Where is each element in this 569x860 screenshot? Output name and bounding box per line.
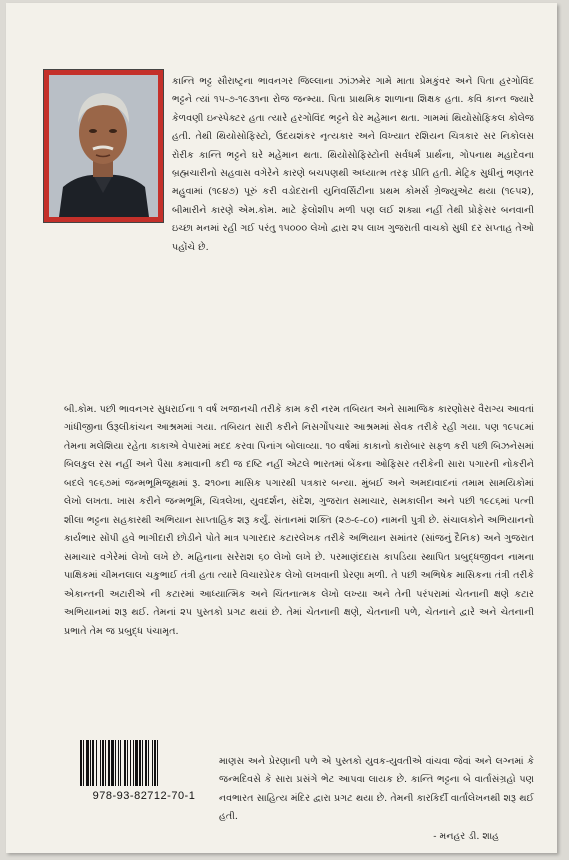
isbn-barcode: [80, 740, 208, 810]
biography-paragraph-3: માણસ અને પ્રેરણાની પળે એ પુસ્તકો યુવક-યુવતીએ વાંચવા જેવાં અને લગ્નમાં કે જન્મદિવસે કે સારા પ્રસંગે ભેટ આપવા લાયક છે. કાન્તિ ભટ્ટના બે વાર્તાસંગ્રહો પણ નવભારત સાહિત્ય મંદિર દ્વારા પ્રગટ થયા છે. તેમની કારકિર્દી વાર્તાલેખનથી શરૂ થઈ હતી.: [219, 755, 534, 823]
isbn-number: 978-93-82712-70-1: [92, 790, 196, 802]
barcode-bars: [80, 740, 208, 786]
author-signature: - મનહર ડી. શાહ: [433, 831, 499, 842]
biography-paragraph-2: બી.કોમ. પછી ભાવનગર સુધરાઈના ૧ વર્ષ ખજાનચી તરીકે કામ કરી નરમ તબિયત અને સામાજિક કારણોસર વૈરાગ્ય આવતાં ગાંધીજીના ઉરૂલીકાંચન આશ્રમમાં ગયા. તબિયત સારી કરીને નિસર્ગોપચાર આશ્રમમાં સેવક તરીકે રહી ગયા. પણ ૧૯૫૮માં તેમના મલેશિયા રહેતા કાકાએ વેપારમાં મદદ કરવા પિનાંગ બોલાવ્યા. ૧૦ વર્ષમાં કાકાનો કારોબાર સફળ કરી પછી બિઝનેસમાં બિલકુલ રસ નહીં અને પૈસા કમાવાની કદી જ દષ્ટિ નહીં એટલે ભારતમાં બેંકના ઓફિસર તરીકેની સારા પગારની નોકરીને બદલે ૧૯૬૭માં જન્મભૂમિજૂથમાં રૂ. ૨૧૦ના માસિક પગારથી પત્રકાર બન્યા. મુંબઈ અને અમદાવાદનાં તમામ સામયિકોમાં લેખો લખતા. ખાસ કરીને જન્મભૂમિ, ચિત્રલેખા, યુવદર્શન, સંદેશ, ગુજરાત સમાચાર, સમકાલીન અને પછી ૧૯૮૬માં પત્ની શીલા ભટ્ટના સહકારથી અભિયાન સાપ્તાહિક શરૂ કર્યું. સંતાનમાં શક્તિ (૨૭-૯-૮૦) નામની પુત્રી છે. સંચાલકોને અભિયાનનો કાર્યભાર સોંપી હવે ભાગીદારી છોડીને પોતે માત્ર પગારદાર કટારલેખક તરીકે અભિયાન સમાંતર (સાંજનું દૈનિક) અને ગુજરાત સમાચાર વગેરેમાં લેખો લખે છે. મહિનાના સરેરાશ ૬૦ લેખો લખે છે. પરમાણંદદાસ કાપડિયા સ્થાપિત પ્રબુદ્ધજીવન નામના પાક્ષિકમાં ચીમનલાલ ચકુભાઈ તંત્રી હતા ત્યારે વિચારપ્રેરક લેખો લખવાની પ્રેરણા મળી. તે પછી અભિષેક માસિકના તંત્રી તરીકે એકાન્તની અટારીએ ની કટારમાં આધ્યાત્મિક અને ચિંતનાત્મક લેખો લખ્યા અને તેની પરંપરામાં ચેતનાની ક્ષણે કટાર અભિયાનમાં શરૂ થઈ. તેમનાં ૨૫ પુસ્તકો પ્રગટ થયાં છે. તેમાં ચેતનાની ક્ષણે, ચેતનાની પળે, ચેતનાને દ્વારે અને ચેતનાની પ્રભાતે તેમ જ પ્રબુદ્ધ પંચામૃત.: [64, 403, 534, 637]
author-photo: [49, 75, 158, 217]
biography-bottom: [219, 743, 534, 836]
biography-top: [172, 73, 534, 257]
author-photo-frame: [43, 69, 164, 223]
back-cover: [6, 3, 557, 853]
author-portrait-image: [49, 75, 158, 217]
biography-middle: [64, 391, 534, 651]
barcode-bar: [158, 740, 160, 786]
biography-paragraph-1: કાન્તિ ભટ્ટ સૌરાષ્ટ્રના ભાવનગર જિલ્લાના ઝાંઝમેર ગામે માતા પ્રેમકુંવર અને પિતા હરગોવિંદ ભટ્ટને ત્યાં ૧૫-૭-૧૯૩૧ના રોજ જન્મ્યા. પિતા પ્રાથમિક શાળાના શિક્ષક હતા. કવિ કાન્ત જ્યારે કેળવણી ઇન્સ્પેક્ટર હતા ત્યારે હરગોવિંદ ભટ્ટને ઘેર મહેમાન થતા. ગામમાં થિયોસોફિકલ કોલેજ હતી. તેથી થિયોસોફિસ્ટો, ઉદયશંકર નૃત્યકાર અને વિખ્યાત રશિયન ચિત્રકાર સર નિકોલસ રોરીક કાન્તિ ભટ્ટને ઘરે મહેમાન થતા. થિયોસોફિસ્ટોની સર્વધર્મ પ્રાર્થના, ગોપનાથ મહાદેવના બ્રહ્મચારીનો સહવાસ વગેરેને કારણે બચપણથી અધ્યાત્મ તરફ પ્રીતિ હતી. મેટ્રિક સુધીનું ભણતર મહુવામાં (૧૯૪૭) પૂરું કરી વડોદરાની યુનિવર્સિટીના પ્રથમ કોમર્સ ગ્રેજ્યુએટ થયા (૧૯૫૨), બીમારીને કારણે એમ.કોમ. માટે ફેલોશીપ મળી પણ લઈ શક્યા નહીં તેથી પ્રોફેસર બનવાની ઇચ્છા મનમાં રહી ગઈ પરંતુ ૧૫૦૦૦ લેખો દ્વારા ૨૫ લાખ ગુજરાતી વાચકો સુધી દર સપ્તાહ તેઓ પહોંચે છે.: [172, 76, 534, 253]
